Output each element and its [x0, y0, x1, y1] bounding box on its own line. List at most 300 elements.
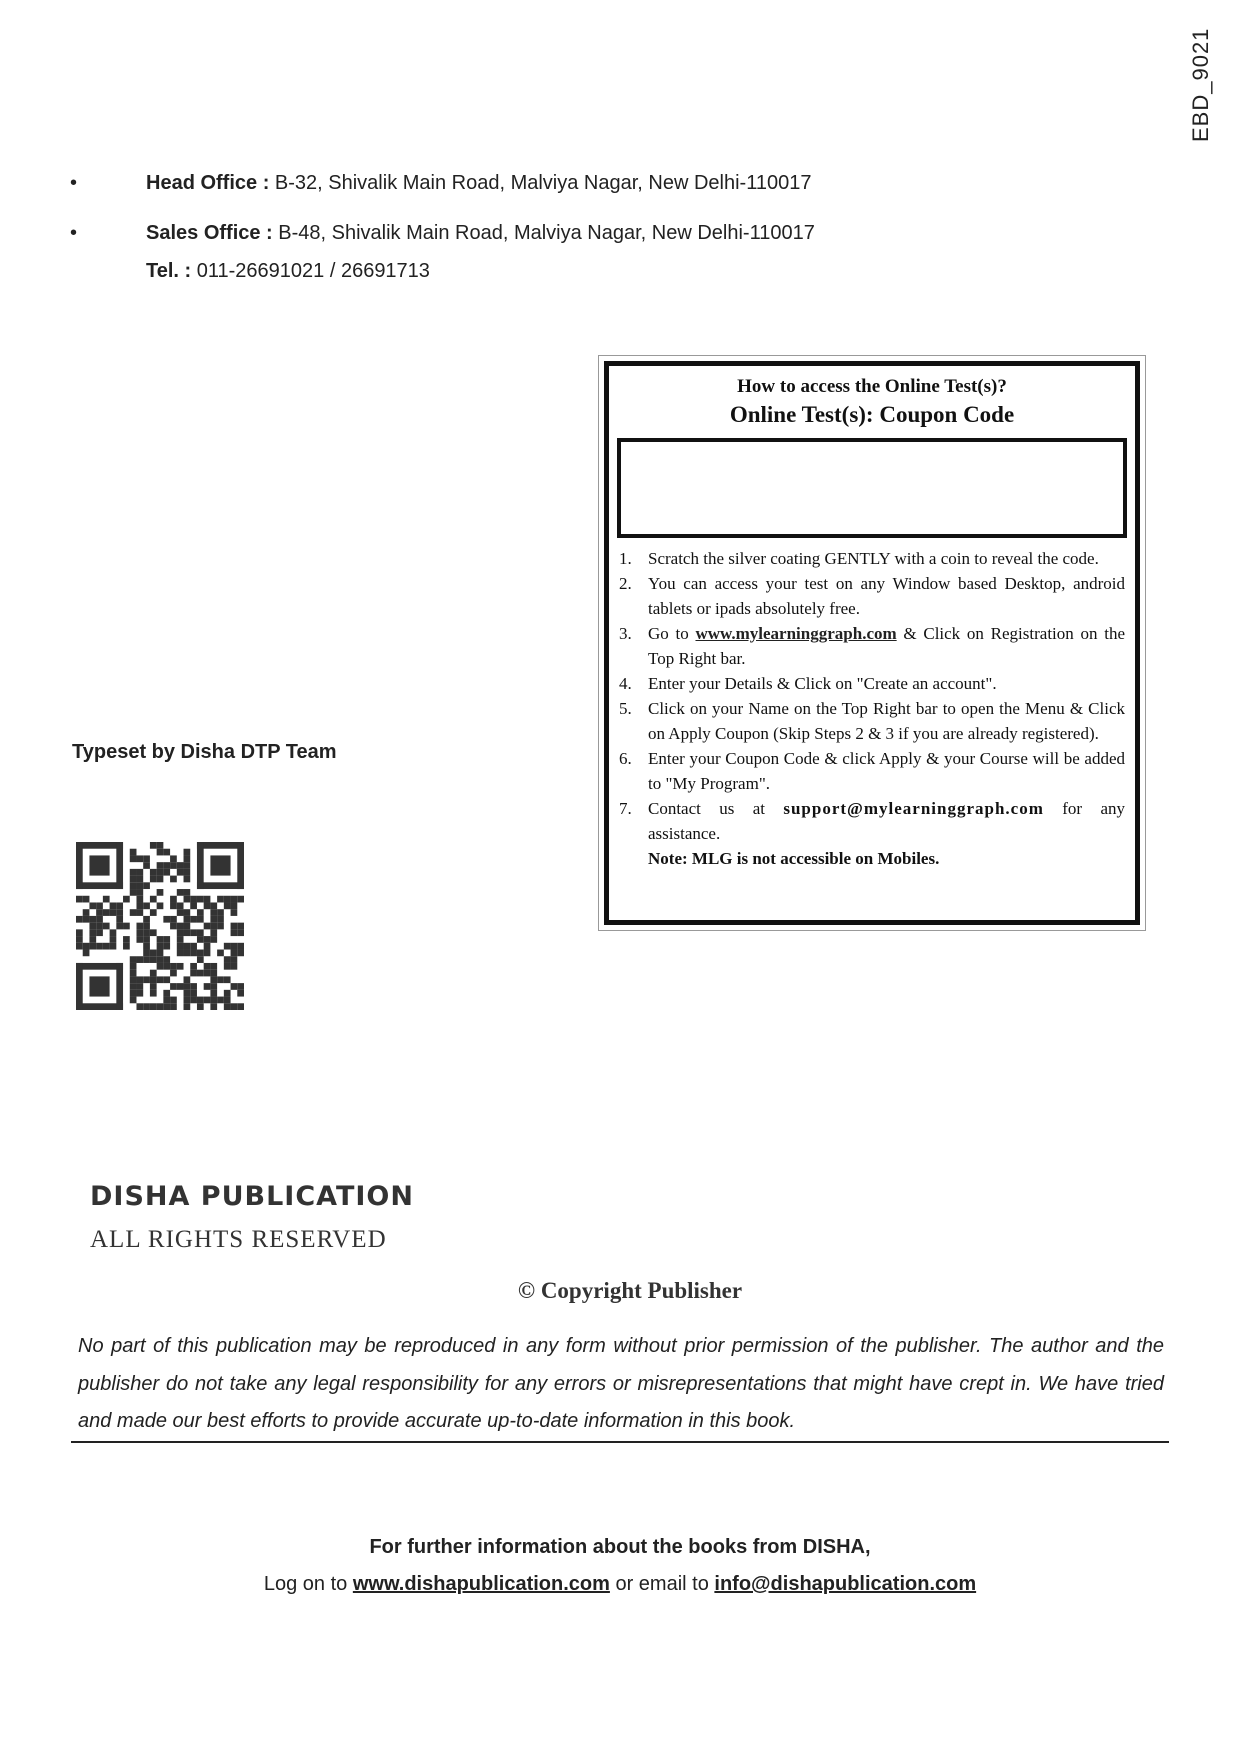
qr-module — [231, 1003, 238, 1010]
qr-module — [231, 956, 238, 963]
qr-module — [177, 889, 184, 896]
qr-module — [217, 997, 224, 1004]
step-text — [648, 796, 1125, 846]
qr-module — [136, 923, 143, 930]
qr-module — [184, 950, 191, 957]
qr-module — [76, 943, 83, 950]
qr-module — [76, 963, 123, 970]
qr-module — [136, 956, 143, 963]
qr-module — [103, 943, 110, 950]
qr-module — [210, 997, 217, 1004]
rights-reserved: ALL RIGHTS RESERVED — [90, 1226, 387, 1253]
qr-module — [136, 876, 143, 883]
qr-module — [163, 916, 170, 923]
qr-module — [217, 896, 224, 903]
qr-module — [123, 936, 130, 943]
qr-module — [110, 902, 117, 909]
qr-module — [96, 929, 103, 936]
qr-module — [184, 976, 191, 983]
qr-module — [157, 936, 164, 943]
qr-module — [130, 855, 137, 862]
qr-module — [197, 842, 244, 849]
qr-module — [136, 936, 143, 943]
qr-module — [130, 970, 137, 977]
qr-module — [204, 943, 211, 950]
qr-module — [210, 909, 217, 916]
qr-module — [150, 842, 157, 849]
qr-module — [116, 916, 123, 923]
qr-module — [170, 1003, 177, 1010]
qr-module — [184, 889, 191, 896]
qr-module — [190, 950, 197, 957]
step-item — [619, 621, 1125, 671]
head-office-address: B-32, Shivalik Main Road, Malviya Nagar, New Delhi-110017 — [269, 172, 812, 194]
qr-module — [157, 889, 164, 896]
qr-module — [130, 909, 137, 916]
book-code: EBD_9021 — [1188, 27, 1213, 142]
qr-module — [136, 855, 143, 862]
qr-module — [170, 876, 177, 883]
qr-module — [163, 936, 170, 943]
qr-module — [143, 916, 150, 923]
qr-module — [143, 956, 150, 963]
qr-module — [157, 902, 164, 909]
telephone — [146, 260, 430, 283]
qr-module — [130, 869, 137, 876]
qr-module — [150, 909, 157, 916]
qr-module — [157, 976, 164, 983]
qr-module — [157, 1003, 164, 1010]
qr-module — [177, 983, 184, 990]
contact-pre: Log on to — [263, 1573, 353, 1595]
qr-module — [184, 876, 191, 883]
qr-module — [224, 956, 231, 963]
qr-module — [150, 956, 157, 963]
qr-module — [143, 882, 150, 889]
qr-module — [184, 929, 191, 936]
qr-module — [177, 902, 184, 909]
qr-module — [170, 902, 177, 909]
qr-module — [150, 929, 157, 936]
qr-module — [163, 869, 170, 876]
step-text-post: & Click on Registration on the Top Right bar. — [648, 624, 1126, 668]
step-item — [619, 746, 1125, 796]
qr-module — [224, 976, 231, 983]
email-link[interactable]: info@dishapublication.com — [714, 1573, 977, 1595]
qr-module — [217, 976, 224, 983]
qr-module — [157, 956, 164, 963]
head-office — [146, 172, 811, 195]
qr-module — [224, 902, 231, 909]
qr-module — [224, 990, 231, 997]
qr-module — [184, 923, 191, 930]
qr-module — [204, 983, 211, 990]
steps-list — [619, 546, 1125, 846]
qr-module — [136, 869, 143, 876]
qr-module — [190, 902, 197, 909]
qr-module — [190, 983, 197, 990]
qr-module — [76, 936, 83, 943]
qr-module — [83, 943, 90, 950]
qr-module — [103, 896, 110, 903]
qr-module — [231, 896, 238, 903]
step-text-post: for any assistance. — [648, 799, 1125, 843]
qr-module — [217, 950, 224, 957]
qr-module — [89, 923, 96, 930]
qr-module — [224, 896, 231, 903]
qr-module — [190, 943, 197, 950]
qr-module — [143, 976, 150, 983]
qr-module — [136, 976, 143, 983]
typeset-credit: Typeset by Disha DTP Team — [72, 741, 337, 763]
qr-module — [130, 997, 137, 1004]
qr-module — [96, 916, 103, 923]
qr-module — [116, 902, 123, 909]
qr-module — [190, 963, 197, 970]
qr-module — [231, 923, 238, 930]
qr-module — [177, 923, 184, 930]
qr-code — [76, 842, 244, 1010]
qr-module — [83, 909, 90, 916]
step-number: 4. — [619, 674, 632, 693]
qr-module — [123, 923, 130, 930]
qr-module — [197, 909, 204, 916]
qr-module — [76, 1003, 123, 1010]
qr-module — [83, 916, 90, 923]
qr-module — [170, 916, 177, 923]
qr-module — [170, 970, 177, 977]
qr-module — [231, 929, 238, 936]
qr-module — [190, 896, 197, 903]
qr-module — [76, 916, 83, 923]
sales-office-address: B-48, Shivalik Main Road, Malviya Nagar, New Delhi-110017 — [272, 222, 815, 244]
qr-module — [224, 997, 231, 1004]
tel-value: 011-26691021 / 26691713 — [191, 260, 430, 282]
qr-module — [130, 990, 137, 997]
qr-module — [163, 976, 170, 983]
qr-module — [177, 862, 184, 869]
step-item — [619, 671, 1125, 696]
qr-module — [204, 896, 211, 903]
step-text — [648, 621, 1125, 671]
step-text: Enter your Coupon Code & click Apply & your Course will be added to "My Program". — [648, 749, 1125, 793]
qr-module — [204, 950, 211, 957]
qr-module — [197, 950, 204, 957]
qr-module — [210, 976, 217, 983]
qr-module — [157, 869, 164, 876]
qr-module — [89, 855, 109, 875]
qr-module — [96, 943, 103, 950]
qr-module — [231, 909, 238, 916]
qr-module — [76, 929, 83, 936]
step-text: You can access your test on any Window based Desktop, android tablets or ipads absolutely free. — [648, 574, 1125, 618]
qr-module — [237, 923, 244, 930]
publisher-name: DISHA PUBLICATION — [90, 1181, 414, 1212]
qr-module — [210, 936, 217, 943]
qr-module — [224, 1003, 231, 1010]
qr-module — [150, 990, 157, 997]
qr-module — [210, 1003, 217, 1010]
qr-module — [103, 909, 110, 916]
qr-module — [150, 983, 157, 990]
qr-module — [237, 990, 244, 997]
qr-module — [190, 970, 197, 977]
qr-module — [177, 869, 184, 876]
disclaimer: No part of this publication may be reproduced in any form without prior permission of the publisher. The author and the publisher do not take any legal responsibility for any errors or misrepresentations that might have crept in. We have tried and made our best efforts to provide accurate up-to-date information in this book. — [78, 1335, 1164, 1432]
scratch-area — [617, 438, 1127, 538]
qr-module — [150, 950, 157, 957]
qr-module — [136, 1003, 143, 1010]
qr-module — [197, 997, 204, 1004]
qr-module — [130, 983, 137, 990]
qr-module — [197, 929, 204, 936]
step-text-pre: Go to — [648, 624, 696, 643]
qr-module — [170, 963, 177, 970]
qr-module — [136, 896, 143, 903]
qr-module — [103, 923, 110, 930]
qr-module — [110, 943, 117, 950]
qr-module — [76, 842, 123, 849]
qr-module — [130, 976, 137, 983]
qr-module — [197, 882, 244, 889]
coupon-title: Online Test(s): Coupon Code — [729, 402, 1015, 427]
qr-module — [163, 997, 170, 1004]
qr-module — [237, 983, 244, 990]
qr-module — [210, 855, 230, 875]
qr-module — [190, 990, 197, 997]
step-item — [619, 696, 1125, 746]
qr-module — [157, 849, 164, 856]
copyright: © Copyright Publisher — [517, 1278, 743, 1303]
qr-module — [143, 929, 150, 936]
qr-module — [237, 842, 244, 889]
qr-module — [197, 896, 204, 903]
step-item — [619, 796, 1125, 846]
qr-module — [116, 963, 123, 1010]
qr-module — [190, 997, 197, 1004]
qr-module — [210, 963, 217, 970]
step-number: 7. — [619, 799, 632, 818]
qr-module — [204, 970, 211, 977]
qr-module — [177, 936, 184, 943]
qr-module — [177, 929, 184, 936]
qr-module — [217, 923, 224, 930]
qr-module — [110, 936, 117, 943]
qr-module — [110, 929, 117, 936]
qr-module — [170, 855, 177, 862]
qr-module — [96, 902, 103, 909]
head-office-label: Head Office : — [146, 172, 270, 194]
qr-module — [231, 983, 238, 990]
step-number: 6. — [619, 749, 632, 768]
qr-module — [150, 896, 157, 903]
mylearninggraph-link[interactable]: www.mylearninggraph.com — [695, 624, 897, 643]
qr-module — [143, 936, 150, 943]
qr-module — [89, 936, 96, 943]
qr-module — [197, 842, 204, 889]
qr-module — [130, 882, 137, 889]
step-number: 1. — [619, 549, 632, 568]
qr-module — [184, 909, 191, 916]
qr-module — [184, 855, 191, 862]
qr-module — [163, 990, 170, 997]
qr-module — [231, 902, 238, 909]
qr-module — [177, 909, 184, 916]
qr-module — [177, 943, 184, 950]
qr-module — [184, 896, 191, 903]
qr-module — [136, 983, 143, 990]
qr-module — [136, 882, 143, 889]
coupon-heading: How to access the Online Test(s)? — [737, 376, 1007, 397]
support-email: support@mylearninggraph.com — [783, 799, 1044, 818]
qr-module — [210, 916, 217, 923]
qr-module — [204, 963, 211, 970]
qr-module — [184, 869, 191, 876]
qr-module — [231, 950, 238, 957]
qr-module — [76, 963, 83, 1010]
qr-module — [150, 876, 157, 883]
qr-module — [89, 916, 96, 923]
qr-module — [130, 849, 137, 856]
step-number: 2. — [619, 574, 632, 593]
qr-module — [143, 950, 150, 957]
qr-module — [157, 950, 164, 957]
qr-module — [163, 1003, 170, 1010]
qr-module — [89, 902, 96, 909]
qr-module — [237, 896, 244, 903]
qr-module — [170, 896, 177, 903]
step-number: 5. — [619, 699, 632, 718]
qr-module — [184, 862, 191, 869]
qr-module — [110, 909, 117, 916]
qr-module — [150, 976, 157, 983]
qr-module — [83, 950, 90, 957]
qr-module — [224, 943, 231, 950]
qr-module — [231, 963, 238, 970]
qr-module — [96, 923, 103, 930]
divider — [71, 1441, 1169, 1443]
qr-module — [177, 963, 184, 970]
qr-module — [76, 896, 83, 903]
qr-module — [163, 963, 170, 970]
qr-module — [231, 943, 238, 950]
qr-module — [210, 970, 217, 977]
qr-module — [204, 923, 211, 930]
qr-module — [210, 923, 217, 930]
step-item — [619, 571, 1125, 621]
qr-module — [96, 909, 103, 916]
qr-module — [217, 909, 224, 916]
qr-module — [150, 1003, 157, 1010]
qr-module — [190, 916, 197, 923]
qr-module — [197, 1003, 204, 1010]
qr-module — [116, 923, 123, 930]
mobile-note: Note: MLG is not accessible on Mobiles. — [648, 849, 940, 868]
qr-module — [136, 902, 143, 909]
qr-module — [136, 990, 143, 997]
qr-module — [123, 896, 130, 903]
qr-module — [184, 990, 191, 997]
qr-module — [210, 929, 217, 936]
qr-module — [163, 956, 170, 963]
tel-label: Tel. : — [146, 260, 192, 282]
qr-module — [143, 923, 150, 930]
qr-module — [143, 1003, 150, 1010]
qr-module — [210, 990, 217, 997]
qr-module — [136, 909, 143, 916]
qr-module — [163, 943, 170, 950]
qr-module — [204, 936, 211, 943]
qr-module — [163, 849, 170, 856]
qr-module — [157, 862, 164, 869]
qr-module — [89, 943, 96, 950]
qr-module — [184, 1003, 191, 1010]
step-text: Scratch the silver coating GENTLY with a coin to reveal the code. — [648, 549, 1099, 568]
qr-module — [157, 876, 164, 883]
qr-module — [197, 936, 204, 943]
qr-module — [204, 997, 211, 1004]
qr-module — [150, 970, 157, 977]
qr-module — [177, 950, 184, 957]
qr-module — [184, 997, 191, 1004]
sales-office-label: Sales Office : — [146, 222, 273, 244]
qr-module — [170, 862, 177, 869]
step-text: Click on your Name on the Top Right bar to open the Menu & Click on Apply Coupon (Skip Steps 2 & 3 if you are already registered). — [648, 699, 1125, 743]
qr-module — [143, 855, 150, 862]
qr-module — [89, 929, 96, 936]
qr-module — [123, 943, 130, 950]
qr-module — [130, 963, 137, 970]
qr-module — [170, 997, 177, 1004]
qr-module — [184, 983, 191, 990]
qr-module — [130, 956, 137, 963]
qr-module — [170, 923, 177, 930]
qr-module — [197, 916, 204, 923]
qr-module — [157, 943, 164, 950]
bullet: • — [70, 222, 78, 244]
qr-module — [76, 842, 83, 889]
qr-module — [197, 970, 204, 977]
step-number: 3. — [619, 624, 632, 643]
qr-module — [130, 889, 137, 896]
sales-office — [146, 222, 815, 245]
qr-module — [197, 956, 204, 963]
qr-module — [143, 902, 150, 909]
qr-module — [184, 916, 191, 923]
qr-module — [170, 983, 177, 990]
step-item — [619, 546, 1125, 571]
bullet: • — [70, 172, 78, 194]
website-link[interactable]: www.dishapublication.com — [352, 1573, 610, 1595]
qr-module — [237, 1003, 244, 1010]
qr-module — [143, 862, 150, 869]
qr-module — [89, 976, 109, 996]
qr-module — [157, 963, 164, 970]
qr-module — [210, 983, 217, 990]
qr-module — [217, 916, 224, 923]
qr-module — [210, 902, 217, 909]
further-info: For further information about the books from DISHA, — [369, 1536, 871, 1558]
qr-module — [237, 929, 244, 936]
qr-module — [150, 869, 157, 876]
contact-mid: or email to — [609, 1573, 715, 1595]
contact-line — [0, 1573, 1240, 1596]
qr-module — [184, 849, 191, 856]
qr-module — [224, 963, 231, 970]
qr-module — [157, 842, 164, 849]
qr-module — [136, 929, 143, 936]
qr-module — [116, 909, 123, 916]
